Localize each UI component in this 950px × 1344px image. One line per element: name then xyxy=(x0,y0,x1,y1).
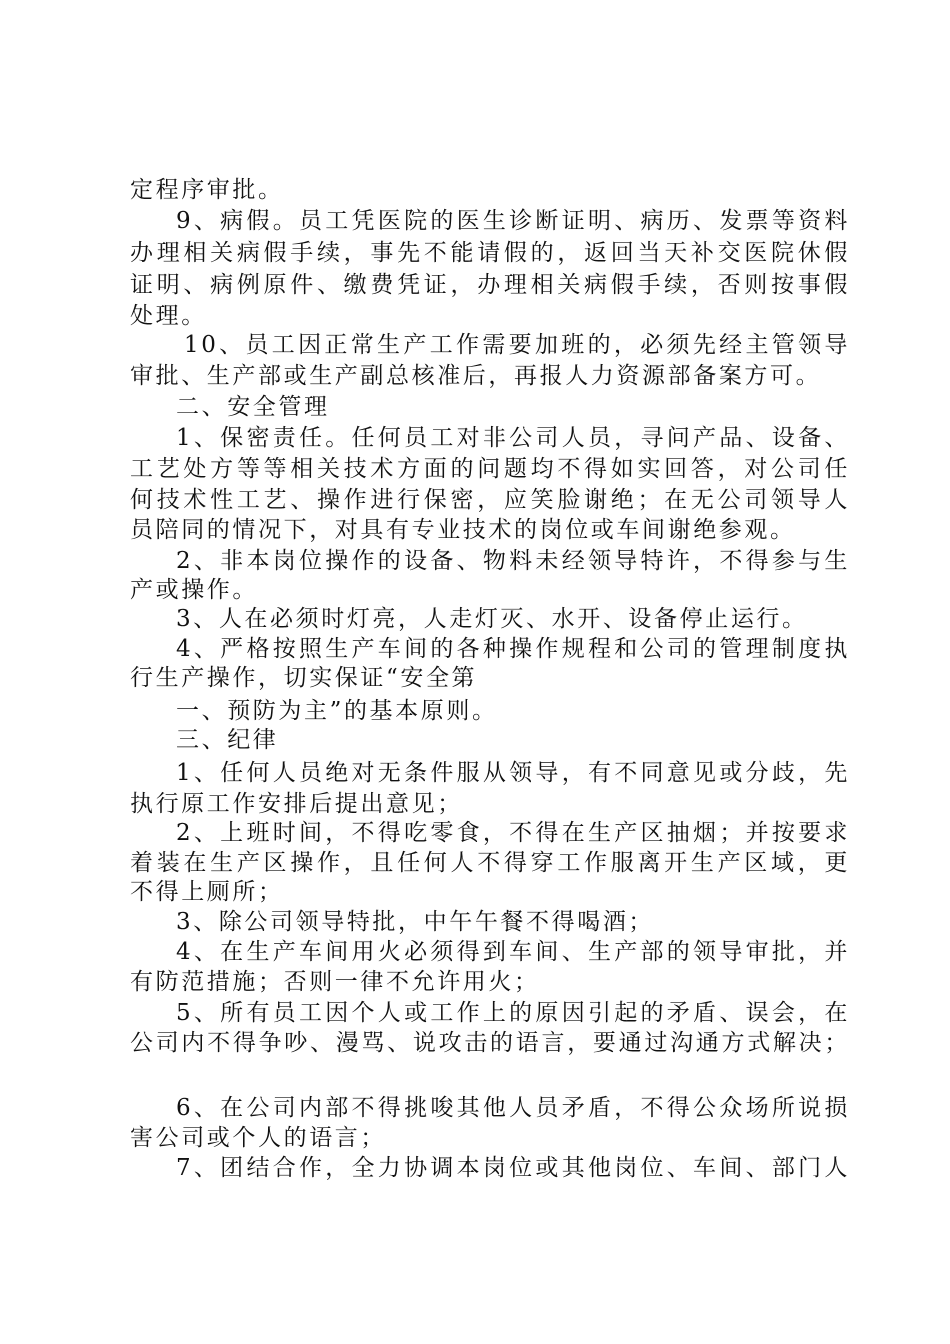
text-line: 1、保密责任。任何员工对非公司人员，寻问产品、设备、 xyxy=(176,425,850,451)
text-line: 处理。 xyxy=(130,303,207,329)
section-heading: 二、安全管理 xyxy=(176,394,330,420)
text-line: 员陪同的情况下，对具有专业技术的岗位或车间谢绝参观。 xyxy=(130,517,796,543)
section-heading: 三、纪律 xyxy=(176,727,279,753)
text-line: 审批、生产部或生产副总核准后，再报人力资源部备案方可。 xyxy=(130,363,822,389)
text-line: 办理相关病假手续，事先不能请假的，返回当天补交医院休假 xyxy=(130,240,850,266)
text-line: 4、在生产车间用火必须得到车间、生产部的领导审批，并 xyxy=(176,939,850,965)
text-line: 害公司或个人的语言； xyxy=(130,1125,386,1151)
text-line: 10、员工因正常生产工作需要加班的，必须先经主管领导 xyxy=(184,332,850,358)
text-line: 5、所有员工因个人或工作上的原因引起的矛盾、误会，在 xyxy=(176,1000,850,1026)
text-line: 行生产操作，切实保证“安全第 xyxy=(130,665,478,691)
text-line: 4、严格按照生产车间的各种操作规程和公司的管理制度执 xyxy=(176,636,850,662)
text-line: 1、任何人员绝对无条件服从领导，有不同意见或分歧，先 xyxy=(176,760,850,786)
text-line: 公司内不得争吵、漫骂、说攻击的语言，要通过沟通方式解决； xyxy=(130,1030,850,1056)
text-line: 何技术性工艺、操作进行保密，应笑脸谢绝；在无公司领导人 xyxy=(130,487,850,513)
text-line: 定程序审批。 xyxy=(130,177,284,203)
text-line: 工艺处方等等相关技术方面的问题均不得如实回答，对公司任 xyxy=(130,456,850,482)
text-line: 2、非本岗位操作的设备、物料未经领导特许，不得参与生 xyxy=(176,548,850,574)
text-line: 一、预防为主”的基本原则。 xyxy=(176,698,498,724)
text-line: 不得上厕所； xyxy=(130,879,284,905)
text-line: 3、人在必须时灯亮，人走灯灭、水开、设备停止运行。 xyxy=(176,606,808,632)
text-line: 9、病假。员工凭医院的医生诊断证明、病历、发票等资料 xyxy=(176,208,850,234)
text-line: 证明、病例原件、缴费凭证，办理相关病假手续，否则按事假 xyxy=(130,272,850,298)
text-line: 有防范措施；否则一律不允许用火； xyxy=(130,969,540,995)
text-line: 执行原工作安排后提出意见； xyxy=(130,791,463,817)
text-line: 着装在生产区操作，且任何人不得穿工作服离开生产区域，更 xyxy=(130,850,850,876)
text-line: 2、上班时间，不得吃零食，不得在生产区抽烟；并按要求 xyxy=(176,820,850,846)
text-line: 6、在公司内部不得挑唆其他人员矛盾，不得公众场所说损 xyxy=(176,1095,850,1121)
text-line: 3、除公司领导特批，中午午餐不得喝酒； xyxy=(176,909,655,935)
text-line: 产或操作。 xyxy=(130,577,258,603)
text-line: 7、团结合作，全力协调本岗位或其他岗位、车间、部门人 xyxy=(176,1155,850,1181)
